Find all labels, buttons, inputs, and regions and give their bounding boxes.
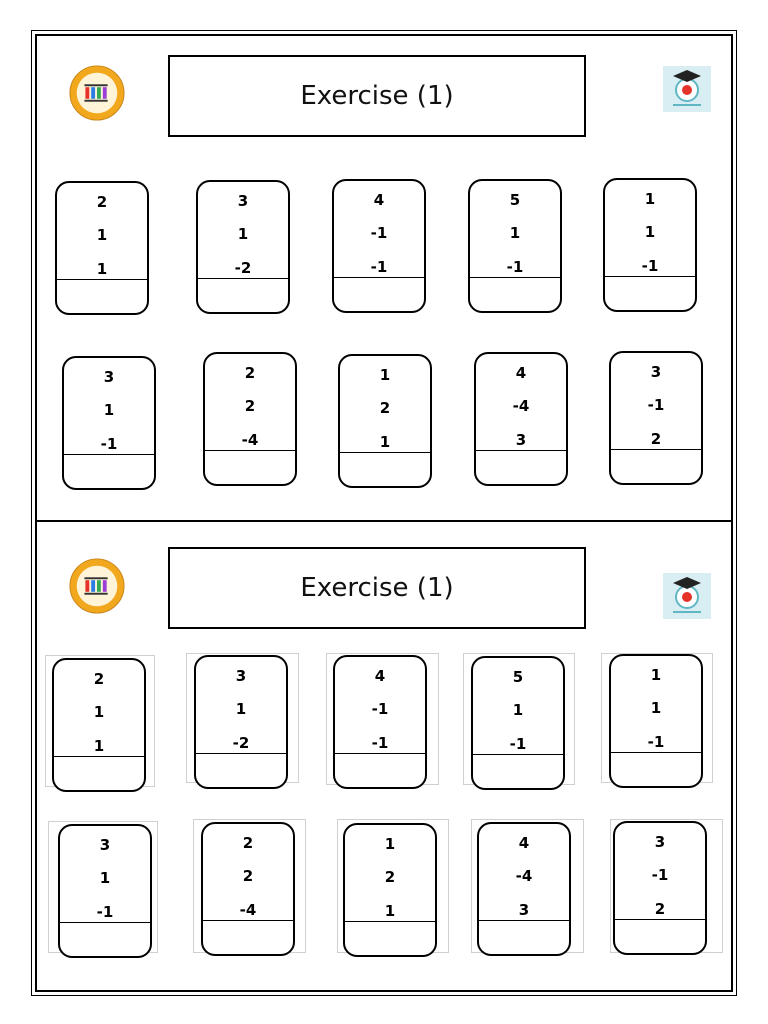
answer-line <box>334 753 426 754</box>
answer-line <box>202 920 294 921</box>
answer-line <box>610 752 702 753</box>
answer-line <box>472 754 564 755</box>
addition-card <box>609 654 703 788</box>
card-number: 1 <box>96 260 108 278</box>
answer-space[interactable] <box>473 756 563 788</box>
card-number: 1 <box>99 869 111 887</box>
graduation-cap-icon <box>663 573 711 619</box>
answer-space[interactable] <box>340 454 430 486</box>
addition-card <box>338 354 432 488</box>
addition-card <box>55 181 149 315</box>
answer-space[interactable] <box>479 922 569 954</box>
addition-card <box>603 178 697 312</box>
answer-space[interactable] <box>64 456 154 488</box>
answer-space[interactable] <box>476 452 566 484</box>
card-number: 2 <box>244 364 256 382</box>
card-number: 1 <box>379 366 391 384</box>
card-number: 4 <box>373 191 385 209</box>
card-number: 1 <box>384 902 396 920</box>
card-number: 4 <box>518 834 530 852</box>
card-number: -1 <box>641 257 659 275</box>
addition-card <box>58 824 152 958</box>
card-number: -4 <box>512 397 530 415</box>
answer-space[interactable] <box>605 278 695 310</box>
card-number: 1 <box>237 225 249 243</box>
card-number: 3 <box>518 901 530 919</box>
card-number: 1 <box>650 666 662 684</box>
answer-line <box>63 454 155 455</box>
little-geniuses-logo-icon <box>68 557 126 615</box>
answer-line <box>478 920 570 921</box>
answer-space[interactable] <box>205 452 295 484</box>
card-number: -1 <box>370 224 388 242</box>
card-number: 1 <box>650 699 662 717</box>
card-number: 4 <box>374 667 386 685</box>
answer-space[interactable] <box>615 921 705 953</box>
card-number: 1 <box>509 224 521 242</box>
answer-line <box>610 449 702 450</box>
addition-card <box>474 352 568 486</box>
addition-card <box>468 179 562 313</box>
addition-card <box>609 351 703 485</box>
card-number: 1 <box>235 700 247 718</box>
card-number: -1 <box>371 700 389 718</box>
answer-space[interactable] <box>334 279 424 311</box>
card-number: 1 <box>93 703 105 721</box>
answer-space[interactable] <box>198 280 288 312</box>
card-number: 3 <box>235 667 247 685</box>
card-number: 2 <box>379 399 391 417</box>
answer-line <box>195 753 287 754</box>
addition-card <box>62 356 156 490</box>
card-number: 2 <box>242 867 254 885</box>
card-number: 2 <box>244 397 256 415</box>
card-number: 2 <box>93 670 105 688</box>
answer-space[interactable] <box>60 924 150 956</box>
card-number: -4 <box>239 901 257 919</box>
answer-line <box>59 922 151 923</box>
exercise-title: Exercise (1) <box>168 55 586 137</box>
card-number: 1 <box>103 401 115 419</box>
answer-line <box>56 279 148 280</box>
card-number: 1 <box>512 701 524 719</box>
answer-line <box>469 277 561 278</box>
answer-line <box>475 450 567 451</box>
addition-card <box>477 822 571 956</box>
card-number: 1 <box>644 190 656 208</box>
card-number: 3 <box>237 192 249 210</box>
card-number: 2 <box>384 868 396 886</box>
card-number: -1 <box>509 735 527 753</box>
answer-line <box>197 278 289 279</box>
addition-card <box>471 656 565 790</box>
answer-line <box>614 919 706 920</box>
card-number: -1 <box>96 903 114 921</box>
card-number: 1 <box>379 433 391 451</box>
answer-line <box>333 277 425 278</box>
answer-space[interactable] <box>335 755 425 787</box>
addition-card <box>332 179 426 313</box>
card-number: 1 <box>644 223 656 241</box>
card-number: 3 <box>650 363 662 381</box>
answer-line <box>604 276 696 277</box>
addition-card <box>196 180 290 314</box>
little-geniuses-logo-icon <box>68 64 126 122</box>
answer-space[interactable] <box>203 922 293 954</box>
answer-space[interactable] <box>196 755 286 787</box>
card-number: -1 <box>371 734 389 752</box>
card-number: -1 <box>647 733 665 751</box>
addition-card <box>203 352 297 486</box>
card-number: -1 <box>647 396 665 414</box>
addition-card <box>194 655 288 789</box>
card-number: 1 <box>384 835 396 853</box>
answer-space[interactable] <box>611 754 701 786</box>
section-divider <box>35 520 733 522</box>
card-number: 3 <box>99 836 111 854</box>
answer-space[interactable] <box>54 758 144 790</box>
answer-line <box>204 450 296 451</box>
addition-card <box>52 658 146 792</box>
addition-card <box>201 822 295 956</box>
answer-line <box>339 452 431 453</box>
answer-space[interactable] <box>57 281 147 313</box>
card-number: -1 <box>370 258 388 276</box>
exercise-title: Exercise (1) <box>168 547 586 629</box>
addition-card <box>333 655 427 789</box>
card-number: 5 <box>509 191 521 209</box>
card-number: 3 <box>103 368 115 386</box>
card-number: 5 <box>512 668 524 686</box>
answer-space[interactable] <box>345 923 435 955</box>
card-number: 2 <box>654 900 666 918</box>
answer-line <box>53 756 145 757</box>
card-number: -2 <box>232 734 250 752</box>
card-number: -1 <box>651 866 669 884</box>
card-number: 3 <box>654 833 666 851</box>
answer-space[interactable] <box>470 279 560 311</box>
answer-line <box>344 921 436 922</box>
card-number: 2 <box>96 193 108 211</box>
card-number: 1 <box>96 226 108 244</box>
card-number: -1 <box>506 258 524 276</box>
card-number: -4 <box>515 867 533 885</box>
card-number: 2 <box>242 834 254 852</box>
answer-space[interactable] <box>611 451 701 483</box>
card-number: -1 <box>100 435 118 453</box>
card-number: 1 <box>93 737 105 755</box>
card-number: 4 <box>515 364 527 382</box>
graduation-cap-icon <box>663 66 711 112</box>
card-number: -4 <box>241 431 259 449</box>
addition-card <box>343 823 437 957</box>
addition-card <box>613 821 707 955</box>
card-number: 3 <box>515 431 527 449</box>
card-number: -2 <box>234 259 252 277</box>
card-number: 2 <box>650 430 662 448</box>
